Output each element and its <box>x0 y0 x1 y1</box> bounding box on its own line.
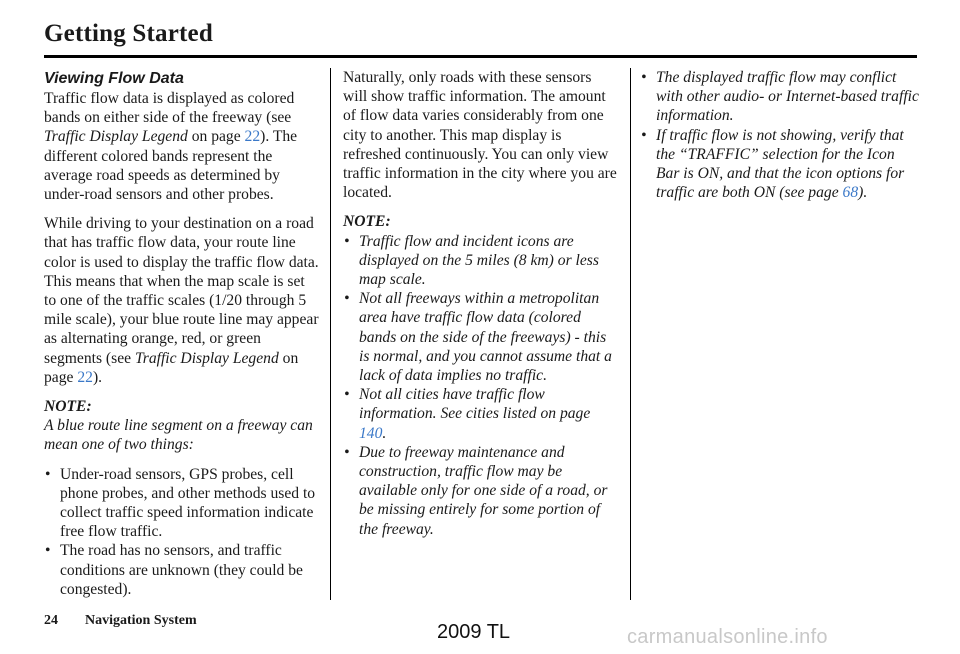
list-item: • Under-road sensors, GPS probes, cell phone probes, and other methods used to collect traffic speed information indicate free flow traffic. <box>44 465 320 542</box>
paragraph-sensors: Naturally, only roads with these sensors will show traffic information. The amount of flow data varies considerably from one city to another. This map display is refreshed continuously. You can only view traffic information in the city where you are located. <box>343 69 617 202</box>
footer-section-label: Navigation System <box>85 613 197 628</box>
page-link-140[interactable]: 140 <box>359 424 383 442</box>
list-item: • If traffic flow is not showing, verify that the “TRAFFIC” selection for the Icon Bar is ON, and that the icon options for traffic are both ON (see page 68). <box>640 126 920 203</box>
list-item: • Not all cities have traffic flow information. See cities listed on page 140. <box>343 385 619 443</box>
column-3 <box>640 68 920 202</box>
column-divider-right <box>630 68 631 600</box>
bullet-list <box>44 465 320 599</box>
column-divider-left <box>330 68 331 600</box>
page-number: 24 <box>44 613 58 628</box>
list-item: • The displayed traffic flow may conflict with other audio- or Internet-based traffic information. <box>640 68 920 126</box>
list-item: • The road has no sensors, and traffic conditions are unknown (they could be congested). <box>44 541 320 599</box>
header-rule <box>44 55 917 58</box>
site-watermark: carmanualsonline.info <box>627 626 828 648</box>
column-2 <box>343 68 619 539</box>
model-label: 2009 TL <box>437 621 511 643</box>
list-item: • Not all freeways within a metropolitan area have traffic flow data (colored bands on the side of the freeways) - this is normal, and you cannot assume that a lack of data implies no traffic. <box>343 289 619 385</box>
note-label: NOTE: <box>44 398 92 416</box>
legend-reference: Traffic Display Legend <box>44 128 188 146</box>
paragraph-route-line: While driving to your destination on a road that has traffic flow data, your route line color is used to display the traffic flow data. This means that when the map scale is set to one of the traffic scales (1/20 through 5 mile scale), your blue route line may appear as alternating orange, red, or green segments (see Traffic Display Legend on page 22). <box>44 215 319 386</box>
note-text: A blue route line segment on a freeway can mean one of two things: <box>44 417 313 454</box>
list-item: • Due to freeway maintenance and construction, traffic flow may be available only for one side of a road, or be missing entirely for some portion of the freeway. <box>343 443 619 539</box>
page-link-22[interactable]: 22 <box>77 368 93 386</box>
note-label: NOTE: <box>343 213 391 231</box>
page-header-title: Getting Started <box>44 20 213 47</box>
section-heading: Viewing Flow Data <box>44 70 184 87</box>
page-link-22[interactable]: 22 <box>244 128 261 146</box>
note-bullet-list <box>640 68 920 202</box>
paragraph-flow-bands: Traffic flow data is displayed as colored bands on either side of the freeway (see Traffic Display Legend on page 22). The different colored bands represent the average road speeds as determined by under-road sensors and other probes. <box>44 90 298 204</box>
list-item: • Traffic flow and incident icons are displayed on the 5 miles (8 km) or less map scale. <box>343 232 619 290</box>
column-1 <box>44 68 320 599</box>
page-link-68[interactable]: 68 <box>842 184 859 202</box>
note-bullet-list <box>343 232 619 539</box>
legend-reference: Traffic Display Legend <box>134 349 279 367</box>
